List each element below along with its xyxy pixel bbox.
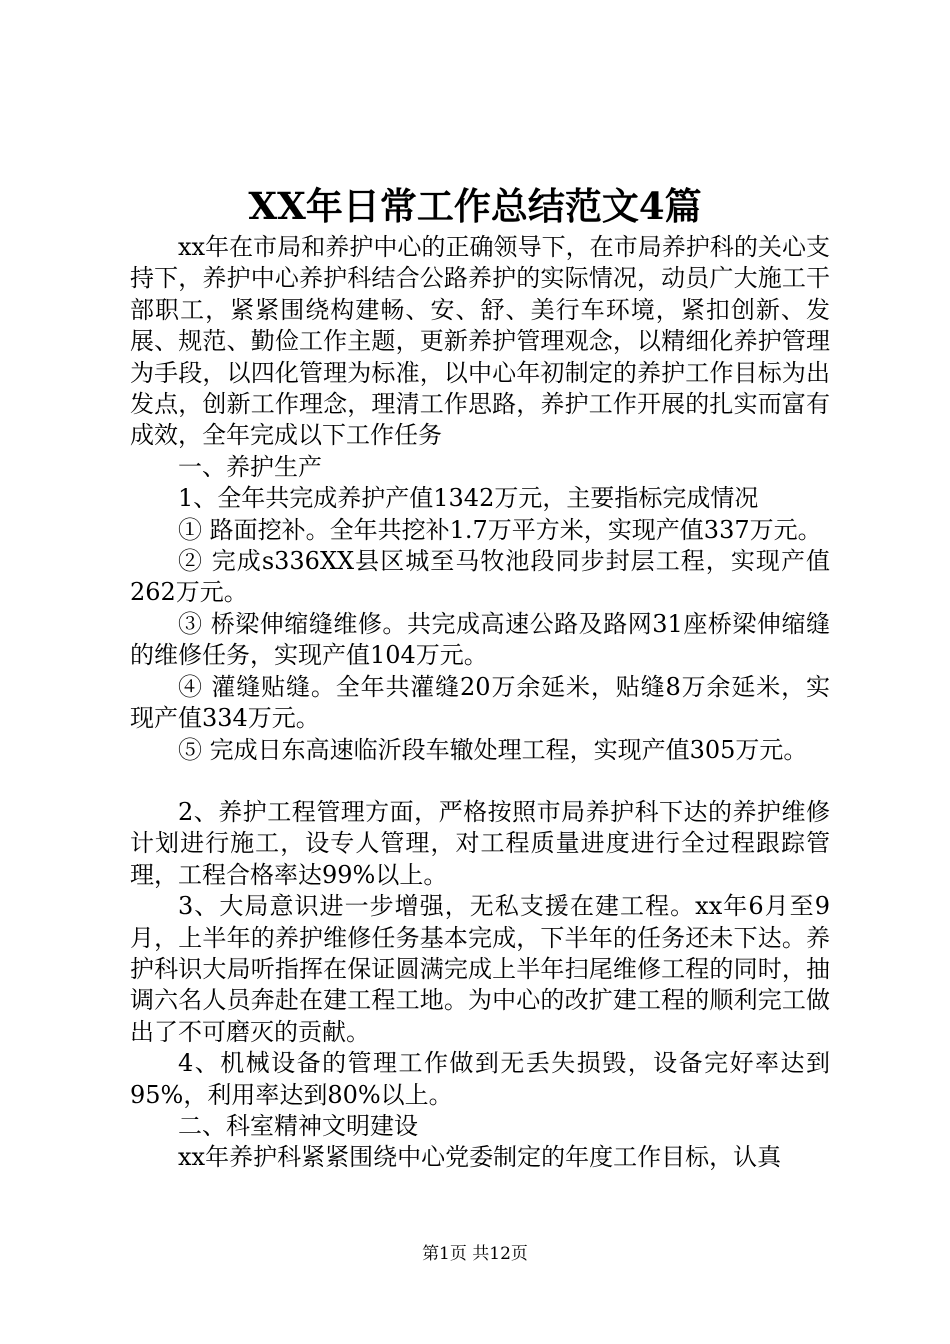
paragraph-civilization-intro: xx年养护科紧紧围绕中心党委制定的年度工作目标，认真 — [178, 1143, 782, 1172]
paragraph-item-4: 4、机械设备的管理工作做到无丢失损毁，设备完好率达到95%，利用率达到80%以上。 — [130, 1049, 830, 1109]
paragraph-gap — [130, 766, 830, 797]
section-heading-civilization: 二、科室精神文明建设 — [178, 1111, 418, 1140]
paragraph-subitem-3: ③ 桥梁伸缩缝维修。共完成高速公路及路网31座桥梁伸缩缝的维修任务，实现产值104万元。 — [130, 609, 830, 670]
paragraph-item-3: 3、大局意识进一步增强，无私支援在建工程。xx年6月至9月，上半年的养护维修任务基本完成，下半年的任务还未下达。养护科识大局听指挥在保证圆满完成上半年扫尾维修工程的同时，抽调六名人员奔赴在建工程工地。为中心的改扩建工程的顺利完工做出了不可磨灭的贡献。 — [130, 892, 830, 1046]
paragraph-subitem-2: ② 完成s336XX县区城至马牧池段同步封层工程，实现产值262万元。 — [130, 547, 830, 607]
paragraph-item-2: 2、养护工程管理方面，严格按照市局养护科下达的养护维修计划进行施工，设专人管理，对工程质量进度进行全过程跟踪管理，工程合格率达99%以上。 — [130, 797, 830, 889]
page-footer: 第1页 共12页 — [422, 1244, 528, 1264]
paragraph-subitem-5: ⑤ 完成日东高速临沂段车辙处理工程，实现产值305万元。 — [178, 735, 808, 764]
paragraph-subitem-4: ④ 灌缝贴缝。全年共灌缝20万余延米，贴缝8万余延米，实现产值334万元。 — [130, 672, 830, 733]
document-body — [130, 232, 830, 1174]
paragraph-intro: xx年在市局和养护中心的正确领导下，在市局养护科的关心支持下，养护中心养护科结合公路养护的实际情况，动员广大施工干部职工，紧紧围绕构建畅、安、舒、美行车环境，紧扣创新、发展、规范、勤俭工作主题，更新养护管理观念，以精细化养护管理为手段，以四化管理为标准，以中心年初制定的养护工作目标为出发点，创新工作理念，理清工作思路，养护工作开展的扎实而富有成效，全年完成以下工作任务 — [130, 233, 830, 450]
paragraph-item-1: 1、全年共完成养护产值1342万元，主要指标完成情况 — [178, 484, 759, 513]
section-heading-maintenance-production: 一、养护生产 — [178, 452, 322, 481]
paragraph-subitem-1: ① 路面挖补。全年共挖补1.7万平方米，实现产值337万元。 — [178, 515, 822, 544]
document-title: XX年日常工作总结范文4篇 — [248, 184, 702, 228]
